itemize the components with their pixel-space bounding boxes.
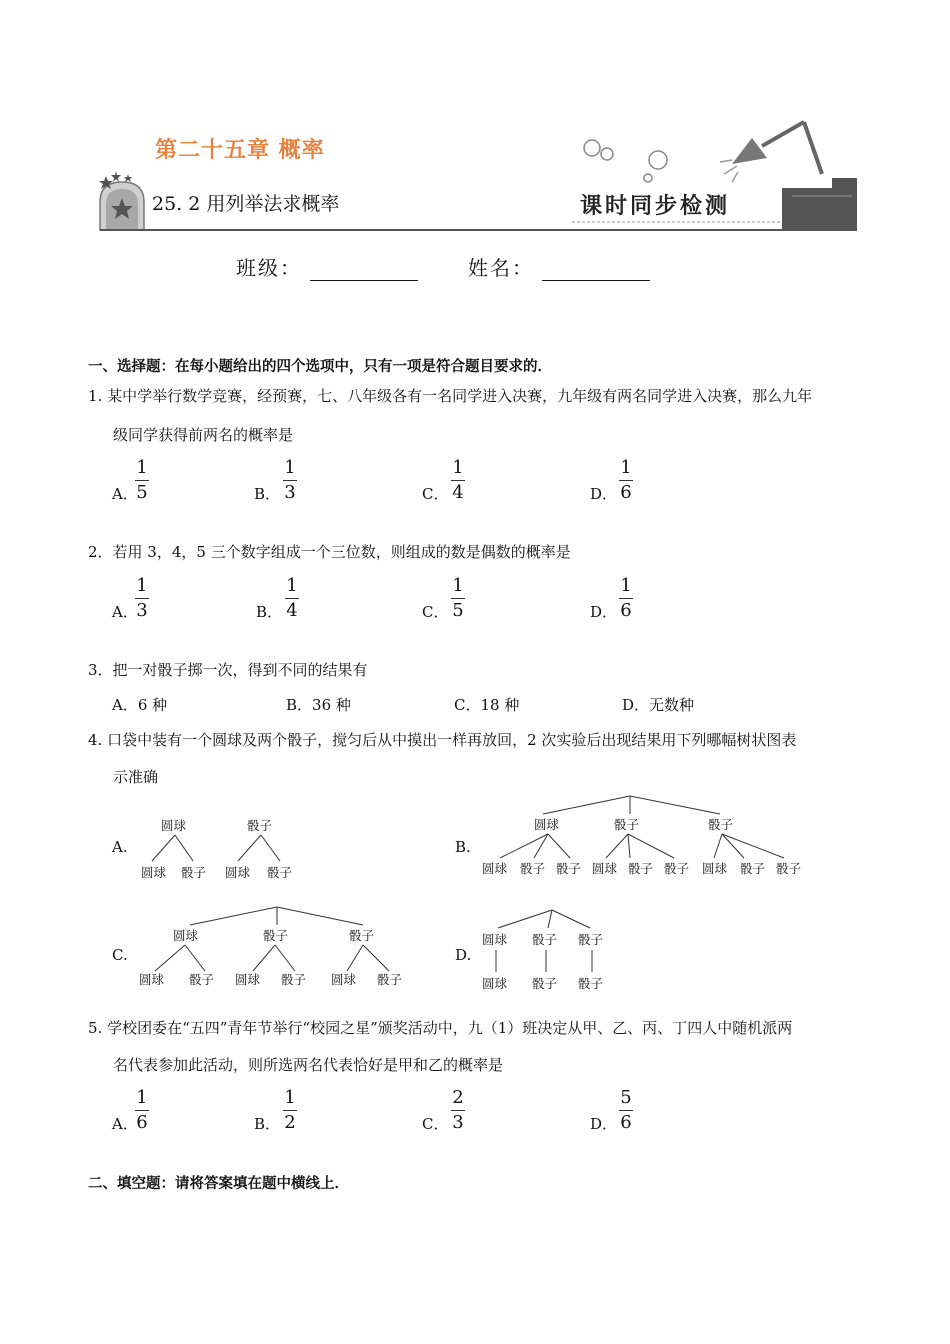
tree-node: 骰子 — [614, 817, 640, 832]
q2-text-line1: 2．若用 3，4，5 三个数字组成一个三位数，则组成的数是偶数的概率是 — [88, 543, 571, 561]
q2-option-d-label[interactable]: D． — [590, 603, 618, 621]
q1-option-b-fraction: 1 3 — [284, 457, 296, 503]
q5-option-d-fraction: 5 6 — [620, 1087, 632, 1133]
name-blank[interactable] — [542, 264, 650, 281]
q3-option-d[interactable]: D．无数种 — [622, 696, 695, 714]
tree-node: 骰子 — [520, 861, 546, 876]
tree-node: 骰子 — [263, 928, 289, 943]
q1-option-c-fraction: 1 4 — [452, 457, 464, 503]
q5-option-d-label[interactable]: D． — [590, 1115, 618, 1133]
tree-node: 圆球 — [534, 817, 560, 832]
q3-option-b[interactable]: B．36 种 — [286, 696, 351, 714]
q5-text-line2: 名代表参加此活动，则所选两名代表恰好是甲和乙的概率是 — [113, 1056, 504, 1074]
tree-node: 圆球 — [482, 861, 508, 876]
bubbles-decoration — [584, 140, 667, 182]
tree-node: 骰子 — [377, 972, 403, 987]
q3-text-line1: 3．把一对骰子掷一次，得到不同的结果有 — [88, 661, 368, 679]
tree-node: 骰子 — [267, 865, 293, 880]
q2-option-c-label[interactable]: C． — [422, 603, 449, 621]
tree-node: 圆球 — [139, 972, 165, 987]
q4-option-a-label[interactable]: A. — [112, 838, 128, 856]
sync-test-badge: 课时同步检测 — [580, 193, 731, 219]
tree-node: 骰子 — [281, 972, 307, 987]
q3-option-a[interactable]: A．6 种 — [112, 696, 168, 714]
q4-tree-b — [478, 792, 818, 884]
tree-node: 圆球 — [225, 865, 251, 880]
tree-node: 骰子 — [664, 861, 690, 876]
tree-node: 骰子 — [708, 817, 734, 832]
q1-option-b-label[interactable]: B． — [254, 485, 281, 503]
q5-option-a-label[interactable]: A． — [112, 1115, 138, 1133]
q5-option-b-label[interactable]: B． — [254, 1115, 281, 1133]
tree-node: 骰子 — [556, 861, 582, 876]
q5-text-line1: 5. 学校团委在“五四”青年节举行“校园之星”颁奖活动中，九（1）班决定从甲、乙、丙、丁四人中随机派两 — [88, 1019, 793, 1037]
tree-node: 骰子 — [247, 818, 273, 833]
name-field — [468, 252, 650, 281]
q4-option-d-label[interactable]: D. — [455, 946, 472, 964]
q5-option-b-fraction: 1 2 — [284, 1087, 296, 1133]
tree-node: 圆球 — [482, 932, 508, 947]
tree-node: 圆球 — [482, 976, 508, 991]
tree-node: 圆球 — [161, 818, 187, 833]
q1-text-line1: 1. 某中学举行数学竞赛，经预赛，七、八年级各有一名同学进入决赛，九年级有两名同学进入决赛，那么九年 — [88, 387, 813, 405]
q2-option-b-fraction: 1 4 — [286, 575, 298, 621]
q1-option-a-fraction: 1 5 — [136, 457, 148, 503]
tree-node: 骰子 — [740, 861, 766, 876]
star-badge-icon — [99, 171, 144, 230]
section-title: 25. 2 用列举法求概率 — [152, 193, 340, 215]
q2-option-c-fraction: 1 5 — [452, 575, 464, 621]
tree-node: 骰子 — [189, 972, 215, 987]
tree-node: 骰子 — [776, 861, 802, 876]
q2-option-b-label[interactable]: B． — [256, 603, 283, 621]
tree-node: 圆球 — [702, 861, 728, 876]
class-label: 班级： — [236, 256, 302, 280]
q3-option-c[interactable]: C．18 种 — [454, 696, 520, 714]
class-blank[interactable] — [310, 264, 418, 281]
q5-option-c-fraction: 2 3 — [452, 1087, 464, 1133]
q4-tree-d — [478, 906, 618, 994]
q4-option-c-label[interactable]: C. — [112, 946, 128, 964]
q1-option-d-fraction: 1 6 — [620, 457, 632, 503]
q2-option-a-fraction: 1 3 — [136, 575, 148, 621]
tree-node: 骰子 — [349, 928, 375, 943]
tree-node: 圆球 — [235, 972, 261, 987]
desk-lamp-icon — [720, 122, 857, 230]
q2-option-d-fraction: 1 6 — [620, 575, 632, 621]
tree-node: 骰子 — [532, 932, 558, 947]
tree-node: 圆球 — [141, 865, 167, 880]
tree-node: 骰子 — [532, 976, 558, 991]
tree-node: 圆球 — [331, 972, 357, 987]
tree-node: 骰子 — [578, 932, 604, 947]
tree-node: 圆球 — [173, 928, 199, 943]
q1-text-line2: 级同学获得前两名的概率是 — [113, 426, 294, 444]
part2-heading: 二、填空题：请将答案填在题中横线上． — [88, 1176, 349, 1192]
class-field — [236, 252, 418, 281]
q5-option-c-label[interactable]: C． — [422, 1115, 449, 1133]
q4-text-line1: 4. 口袋中装有一个圆球及两个骰子，搅匀后从中摸出一样再放回，2 次实验后出现结果用下列哪幅树状图表 — [88, 731, 797, 749]
tree-node: 骰子 — [578, 976, 604, 991]
q1-option-c-label[interactable]: C． — [422, 485, 449, 503]
q2-option-a-label[interactable]: A． — [112, 603, 138, 621]
q1-option-a-label[interactable]: A． — [112, 485, 138, 503]
q5-option-a-fraction: 1 6 — [136, 1087, 148, 1133]
q1-option-d-label[interactable]: D． — [590, 485, 618, 503]
tree-node: 圆球 — [592, 861, 618, 876]
q4-option-b-label[interactable]: B. — [455, 838, 471, 856]
q4-tree-a — [135, 815, 310, 885]
name-label: 姓名： — [468, 256, 534, 280]
chapter-title: 第二十五章 概率 — [155, 138, 325, 163]
q4-text-line2: 示准确 — [113, 768, 159, 786]
q4-tree-c — [135, 903, 415, 995]
part1-heading: 一、选择题：在每小题给出的四个选项中，只有一项是符合题目要求的． — [88, 359, 552, 375]
tree-node: 骰子 — [628, 861, 654, 876]
tree-node: 骰子 — [181, 865, 207, 880]
